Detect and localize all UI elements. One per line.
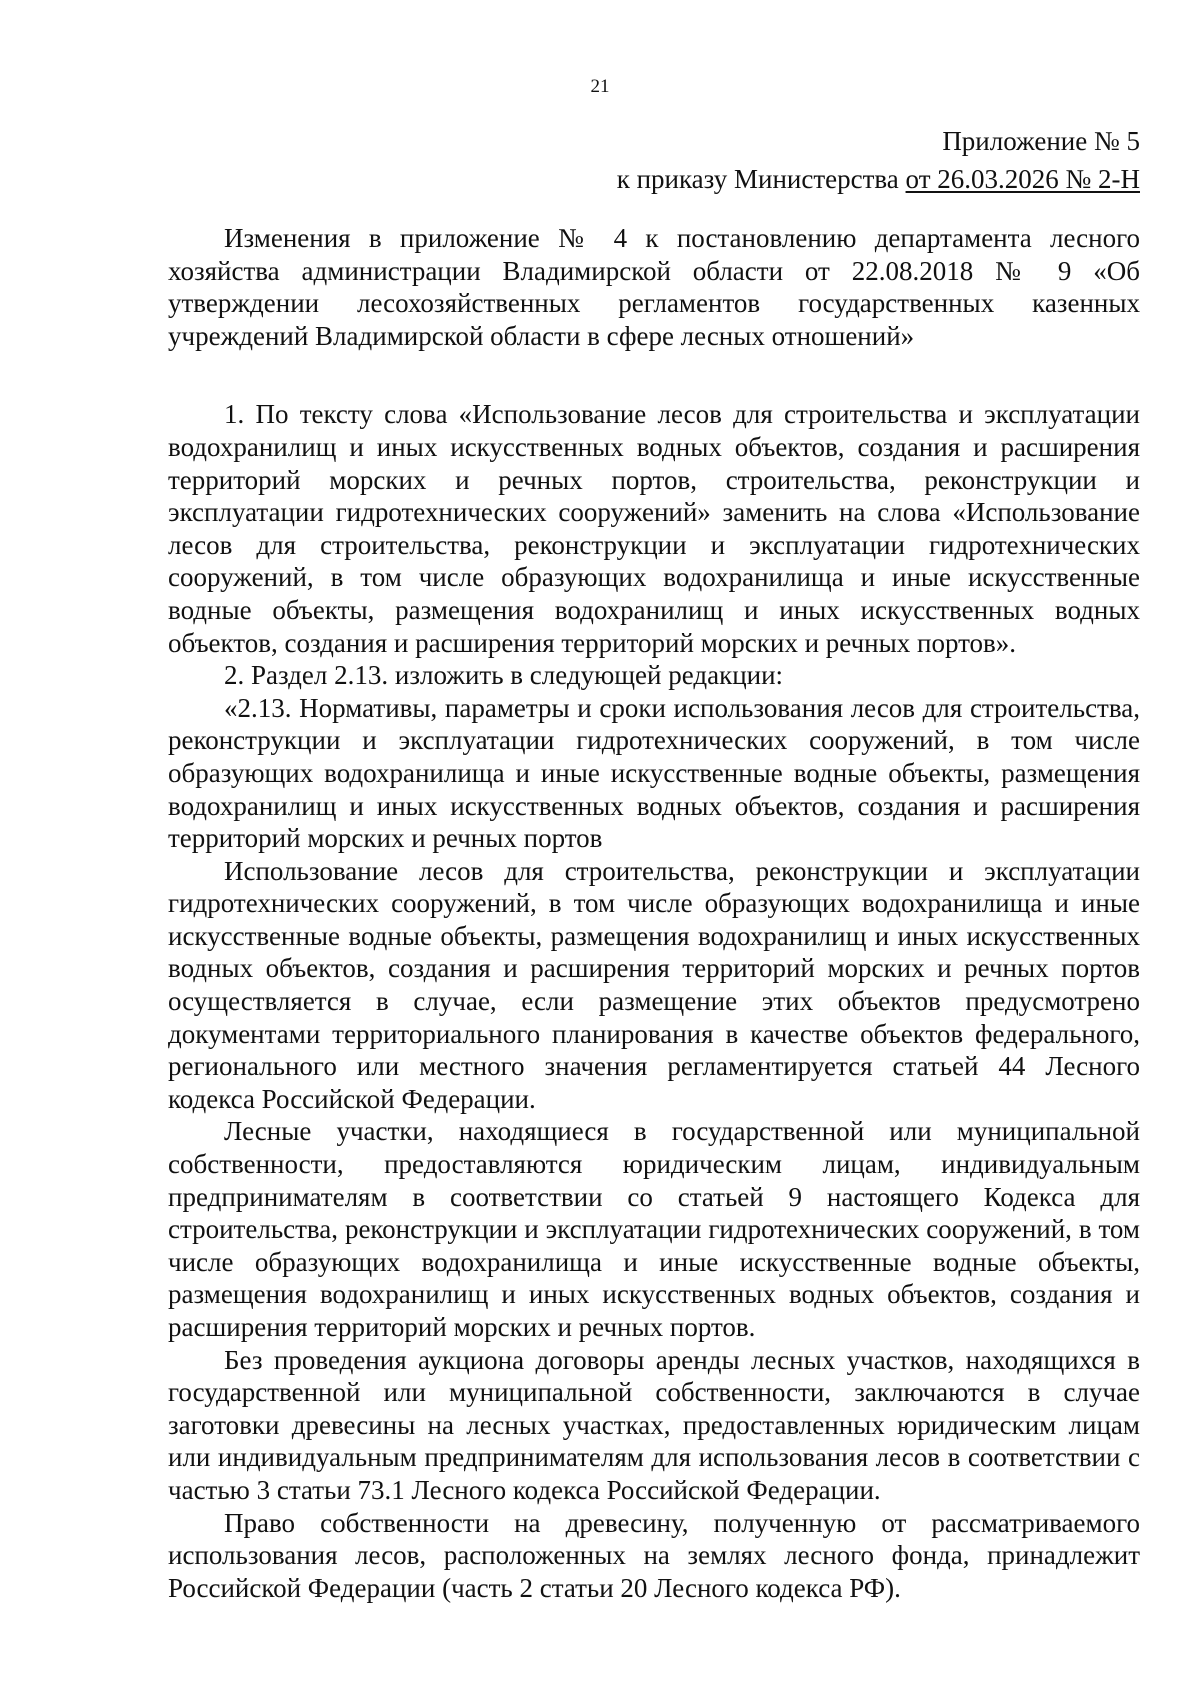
paragraph-forest-use: Использование лесов для строительства, реконструкции и эксплуатации гидротехнических сооружений, в том числе образующих водохранилища и иные искусственные водные объекты, размещения водохранилищ и иных искусственных водных объектов, создания и расширения территорий морских и речных портов осуществляется в случае, если размещение этих объектов предусмотрено документами территориального планирования в качестве объектов федерального, регионального или местного значения регламентируется статьей 44 Лесного кодекса Российской Федерации. [168, 855, 1140, 1114]
order-reference-line [617, 160, 1140, 198]
document-heading: Изменения в приложение № 4 к постановлению департамента лесного хозяйства администрации Владимирской области от 22.08.2018 № 9 «Об утверждении лесохозяйственных регламентов государственных казенных учреждений Владимирской области в сфере лесных отношений» [168, 223, 1140, 351]
page-number: 21 [590, 76, 610, 97]
paragraph-item-1: 1. По тексту слова «Использование лесов для строительства и эксплуатации водохранилищ и иных искусственных водных объектов, создания и расширения территорий морских и речных портов, строительства, реконструкции и эксплуатации гидротехнических сооружений» заменить на слова «Использование лесов для строительства, реконструкции и эксплуатации гидротехнических сооружений, в том числе образующих водохранилища и иные искусственные водные объекты, размещения водохранилищ и иных искусственных водных объектов, создания и расширения территорий морских и речных портов». [168, 399, 1140, 658]
paragraph-item-2: 2. Раздел 2.13. изложить в следующей редакции: [224, 660, 784, 691]
spacer [168, 352, 1140, 398]
order-date-number: от 26.03.2026 № 2-Н [905, 164, 1140, 194]
paragraph-forest-plots: Лесные участки, находящиеся в государственной или муниципальной собственности, предоставляются юридическим лицам, индивидуальным предпринимателям в соответствии со статьей 9 настоящего Кодекса для строительства, реконструкции и эксплуатации гидротехнических сооружений, в том числе образующих водохранилища и иные искусственные водные объекты, размещения водохранилищ и иных искусственных водных объектов, создания и расширения территорий морских и речных портов. [168, 1116, 1140, 1342]
section-2-13-title: «2.13. Нормативы, параметры и сроки использования лесов для строительства, реконструкции и эксплуатации гидротехнических сооружений, в том числе образующих водохранилища и иные искусственные водные объекты, размещения водохранилищ и иных искусственных водных объектов, создания и расширения территорий морских и речных портов [168, 692, 1140, 854]
appendix-header [617, 122, 1140, 198]
paragraph-ownership: Право собственности на древесину, полученную от рассматриваемого использования лесов, расположенных на землях лесного фонда, принадлежит Российской Федерации (часть 2 статьи 20 Лесного кодекса РФ). [168, 1507, 1140, 1603]
paragraph-lease-without-auction: Без проведения аукциона договоры аренды лесных участков, находящихся в государственной или муниципальной собственности, заключаются в случае заготовки древесины на лесных участках, предоставленных юридическим лицам или индивидуальным предпринимателям для использования лесов в соответствии с частью 3 статьи 73.1 Лесного кодекса Российской Федерации. [168, 1344, 1140, 1505]
appendix-title: Приложение № 5 [942, 126, 1140, 156]
order-prefix: к приказу Министерства [616, 164, 906, 194]
document-body [168, 222, 1140, 1604]
